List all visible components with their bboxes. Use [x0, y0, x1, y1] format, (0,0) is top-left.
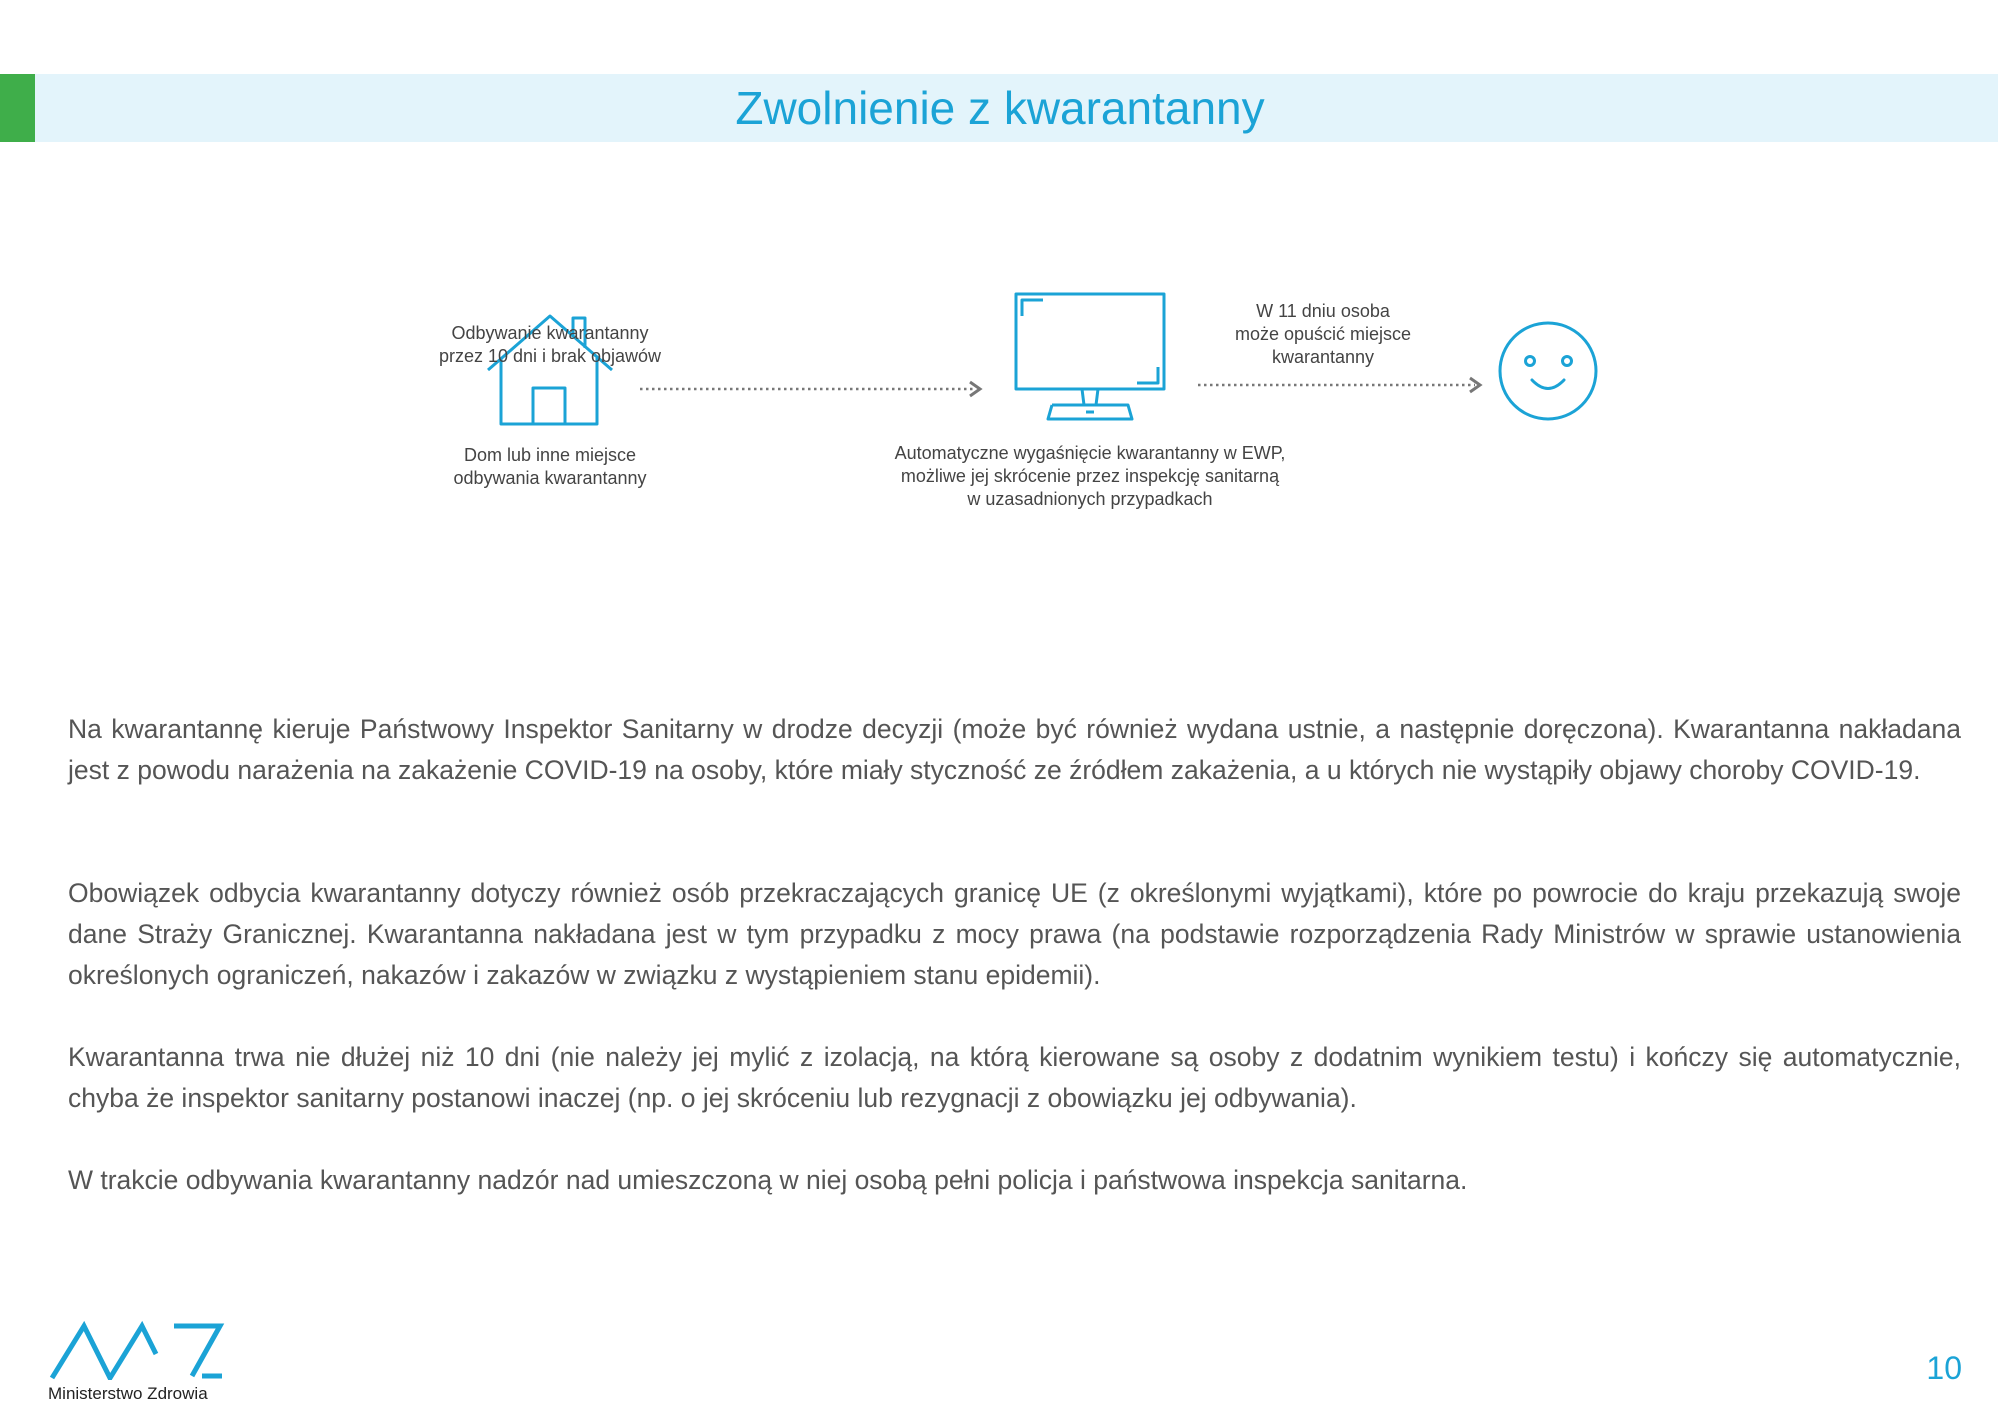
smiley-face-icon [1500, 323, 1596, 419]
arrow-2-label: W 11 dniu osoba może opuścić miejsce kwarantanny [1234, 301, 1412, 367]
monitor-label: Automatyczne wygaśnięcie kwarantanny w EWP, możliwe jej skrócenie przez inspekcję sanitarną w uzasadnionych przypadkach [894, 443, 1286, 509]
process-diagram [0, 0, 2000, 600]
arrow-1 [640, 382, 980, 396]
page-title: Zwolnienie z kwarantanny [735, 82, 1265, 134]
body-paragraph-2: Obowiązek odbycia kwarantanny dotyczy również osób przekraczających granicę UE (z określonymi wyjątkami), które po powrocie do kraju przekazują swoje dane Straży Granicznej. Kwarantanna nakładana jest w tym przypadku z mocy prawa (na podstawie rozporządzenia Rady Ministrów w sprawie ustanowienia określonych ograniczeń, nakazów i zakazów w związku z wystąpieniem stanu epidemii). [68, 878, 1961, 990]
logo-text: Ministerstwo Zdrowia [48, 1384, 208, 1403]
arrow-2 [1198, 378, 1480, 392]
arrow-1-label: Odbywanie kwarantanny przez 10 dni i brak objawów [438, 323, 662, 366]
body-paragraph-1: Na kwarantannę kieruje Państwowy Inspektor Sanitarny w drodze decyzji (może być również wydana ustnie, a następnie doręczona). Kwarantanna nakładana jest z powodu narażenia na zakażenie COVID-19 na osoby, które miały styczność ze źródłem zakażenia, a u których nie wystąpiły objawy choroby COVID-19. [68, 714, 1961, 785]
page-number: 10 [1926, 1350, 1962, 1386]
body-paragraph-4: W trakcie odbywania kwarantanny nadzór nad umieszczoną w niej osobą pełni policja i państwowa inspekcja sanitarna. [68, 1165, 1468, 1195]
house-label: Dom lub inne miejsce odbywania kwarantanny [453, 445, 647, 488]
monitor-icon [1016, 294, 1164, 419]
mz-logo-icon [48, 1318, 228, 1385]
body-paragraph-3: Kwarantanna trwa nie dłużej niż 10 dni (nie należy jej mylić z izolacją, na którą kierowane są osoby z dodatnim wynikiem testu) i kończy się automatycznie, chyba że inspektor sanitarny postanowi inaczej (np. o jej skróceniu lub rezygnacji z obowiązku jej odbywania). [68, 1042, 1961, 1113]
